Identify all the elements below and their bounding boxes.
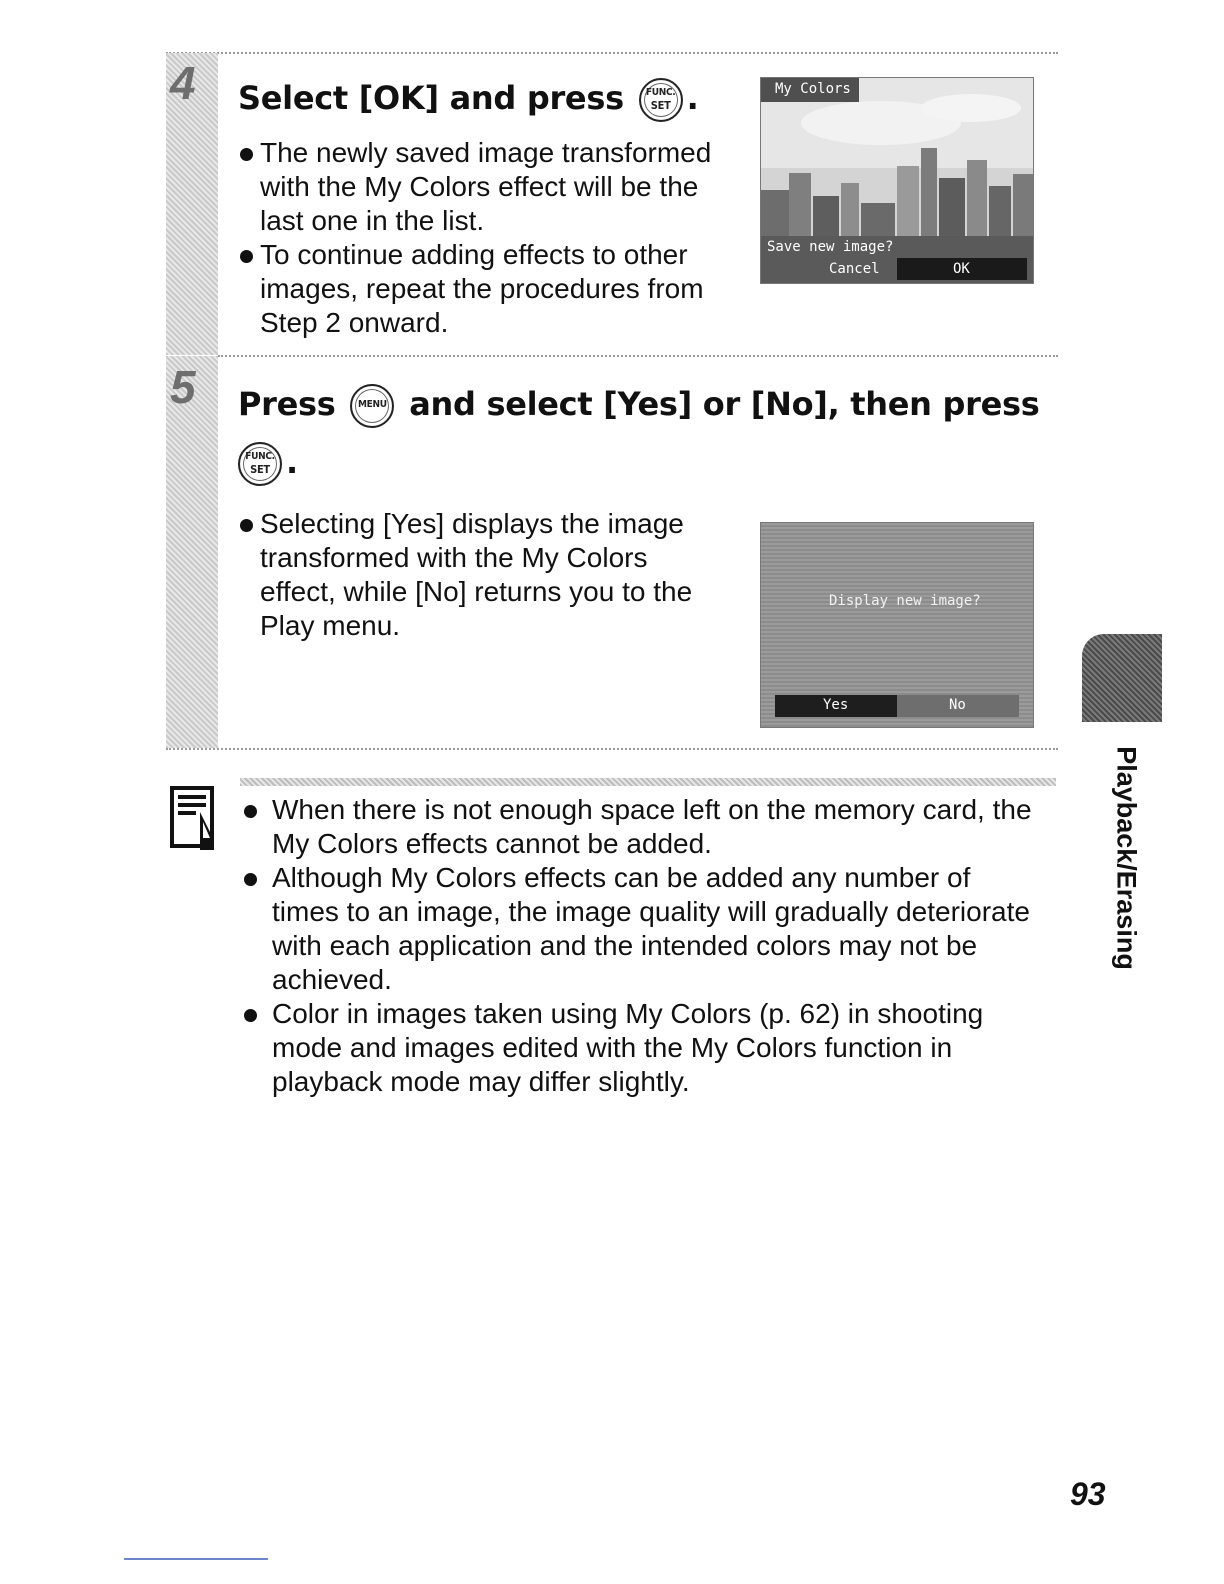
- step4-number: 4: [170, 57, 196, 109]
- note-item-3: Color in images taken using My Colors (p. 62) in shooting mode and images edited with the My Colors function in playback mode may differ slightly.: [244, 997, 1044, 1099]
- step5-bottom-divider: [166, 748, 1058, 750]
- step5-top-divider: [218, 355, 1058, 357]
- notes-list: [244, 793, 1044, 1099]
- display-dialog-prompt: Display new image?: [829, 593, 981, 609]
- step4-heading-period: .: [686, 79, 699, 117]
- step4-bullets: [240, 136, 740, 340]
- display-new-image-screenshot: [760, 522, 1034, 728]
- ok-option[interactable]: OK: [953, 261, 970, 277]
- note-icon: [170, 786, 220, 850]
- chapter-tab: [1082, 634, 1162, 722]
- step5-heading-text: and select [Yes] or [No], then press: [409, 385, 1040, 423]
- cancel-option[interactable]: Cancel: [829, 261, 880, 277]
- save-new-image-screenshot: [760, 77, 1034, 284]
- step5-heading-line2: [238, 442, 298, 486]
- step5-heading-press: Press: [238, 385, 336, 423]
- chapter-label: Playback/Erasing: [1111, 746, 1142, 970]
- note-divider: [240, 778, 1056, 786]
- step5-number: 5: [170, 361, 196, 413]
- no-option[interactable]: No: [949, 697, 966, 713]
- step5-bullet-1: Selecting [Yes] displays the image transformed with the My Colors effect, while [No] returns you to the Play menu.: [240, 507, 730, 643]
- step4-top-divider: [166, 52, 1058, 54]
- save-dialog-prompt: Save new image?: [767, 239, 894, 255]
- note-item-1: When there is not enough space left on the memory card, the My Colors effects cannot be added.: [244, 793, 1044, 861]
- func-set-button-icon: FUNC. SET: [238, 442, 282, 486]
- step5-heading-period: .: [286, 443, 298, 481]
- step4-bullet-1: The newly saved image transformed with the My Colors effect will be the last one in the list.: [240, 136, 740, 238]
- step5-bar: [166, 356, 218, 748]
- note-item-2: Although My Colors effects can be added any number of times to an image, the image quality will gradually deteriorate with each application and the intended colors may not be achieved.: [244, 861, 1044, 997]
- footer-line: [124, 1558, 268, 1560]
- step5-heading: [238, 384, 1039, 428]
- func-set-button-icon: FUNC. SET: [639, 78, 683, 122]
- menu-button-icon: MENU: [350, 384, 394, 428]
- step4-heading: [238, 78, 699, 122]
- step4-heading-text: Select [OK] and press: [238, 79, 624, 117]
- page-number: 93: [1070, 1476, 1106, 1512]
- step5-bullets: [240, 507, 730, 643]
- step4-bullet-2: To continue adding effects to other images, repeat the procedures from Step 2 onward.: [240, 238, 740, 340]
- my-colors-title: My Colors: [775, 81, 851, 97]
- yes-option[interactable]: Yes: [823, 697, 849, 713]
